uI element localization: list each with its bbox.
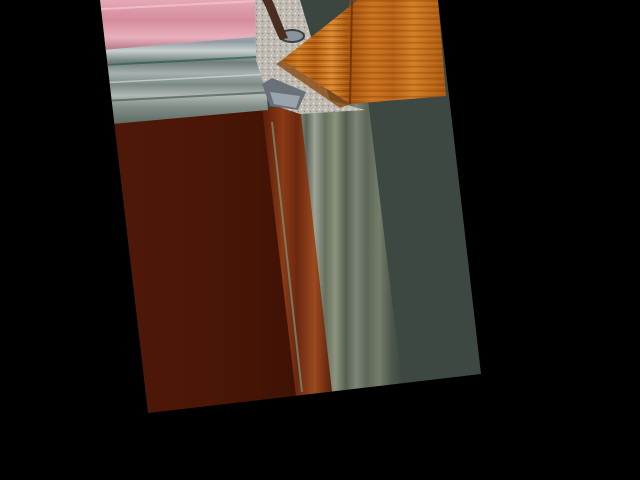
photo-content <box>100 0 481 413</box>
